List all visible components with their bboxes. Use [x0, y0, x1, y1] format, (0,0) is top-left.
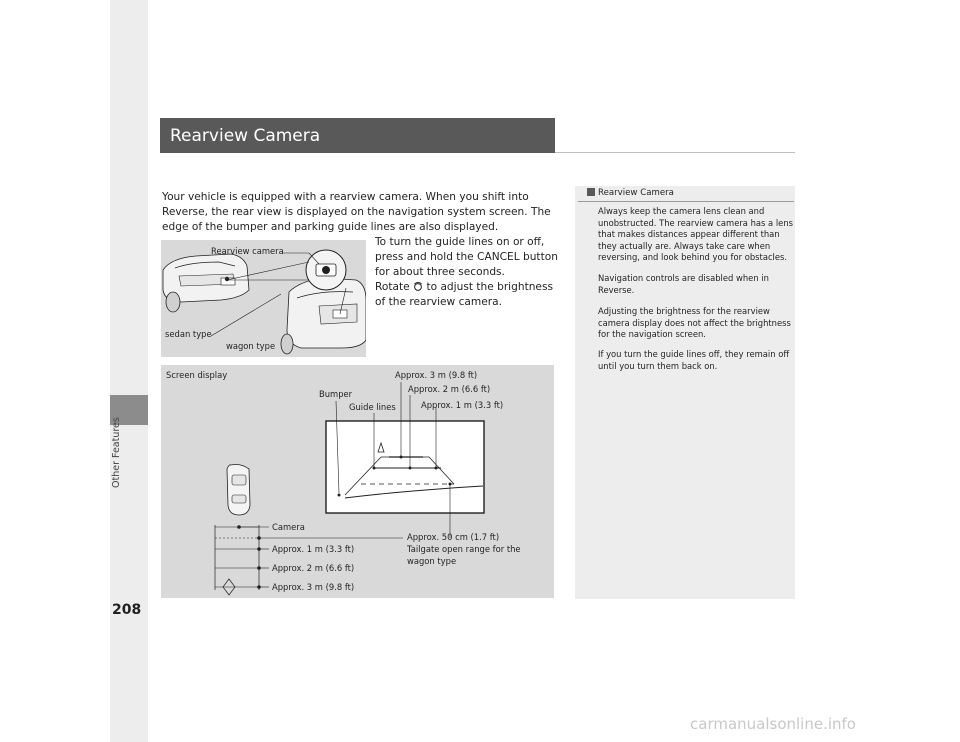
- bumper-label: Bumper: [319, 389, 353, 399]
- title-rule: [555, 152, 795, 153]
- guide-lines-label: Guide lines: [349, 402, 396, 412]
- side-tab: [110, 0, 148, 742]
- note-rule: [578, 201, 794, 202]
- approx-50cm-label: Approx. 50 cm (1.7 ft): [407, 532, 500, 542]
- page-number: 208: [112, 602, 142, 618]
- note-marker-icon: [587, 188, 595, 196]
- tailgate-label-line1: Tailgate open range for the: [407, 544, 521, 554]
- brightness-paragraph: [375, 279, 560, 310]
- approx-2m-label: Approx. 2 m (6.6 ft): [272, 563, 355, 573]
- approx-2m-top-label: Approx. 2 m (6.6 ft): [408, 384, 491, 394]
- page-title: Rearview Camera: [170, 126, 321, 146]
- approx-1m-label: Approx. 1 m (3.3 ft): [272, 544, 355, 554]
- note-paragraph-controls: Navigation controls are disabled when in Reverse.: [598, 273, 769, 295]
- brightness-text-after: to adjust the brightness of the rearview camera.: [375, 281, 553, 309]
- note-title: [587, 188, 674, 198]
- tailgate-label-line2: wagon type: [407, 556, 457, 566]
- note-paragraph-brightness: Adjusting the brightness for the rearview camera display does not affect the brightness for the navigation screen.: [598, 306, 791, 339]
- screen-display-heading: Screen display: [166, 370, 228, 380]
- approx-3m-top-label: Approx. 3 m (9.8 ft): [395, 370, 478, 380]
- car-figure: [161, 240, 366, 357]
- brightness-text-before: Rotate: [375, 281, 410, 293]
- camera-label: Camera: [272, 522, 305, 532]
- dial-icon: [413, 279, 423, 294]
- car-illustration: [161, 240, 366, 357]
- wagon-type-label: wagon type: [226, 341, 276, 351]
- approx-1m-top-label: Approx. 1 m (3.3 ft): [421, 400, 504, 410]
- sedan-type-label: sedan type: [165, 329, 212, 339]
- watermark: carmanualsonline.info: [690, 715, 856, 733]
- note-paragraph-lens: Always keep the camera lens clean and unobstructed. The rearview camera has a lens that makes distances appear different than they actually are. Always take care when reversing, and look behind you for obstacles.: [598, 206, 794, 262]
- approx-3m-label: Approx. 3 m (9.8 ft): [272, 582, 355, 592]
- note-title-text: Rearview Camera: [598, 188, 674, 198]
- intro-paragraph: Your vehicle is equipped with a rearview camera. When you shift into Reverse, the rear view is displayed on the navigation system screen. The edge of the bumper and parking guide lines are also displayed.: [162, 191, 551, 234]
- rearview-camera-label: Rearview camera: [211, 246, 284, 256]
- note-paragraph-guide-lines: If you turn the guide lines off, they remain off until you turn them back on.: [598, 349, 790, 371]
- guide-lines-paragraph: To turn the guide lines on or off, press and hold the CANCEL button for about three seconds.: [375, 236, 558, 279]
- section-label: Other Features: [111, 417, 122, 488]
- screen-display-figure: [161, 365, 554, 598]
